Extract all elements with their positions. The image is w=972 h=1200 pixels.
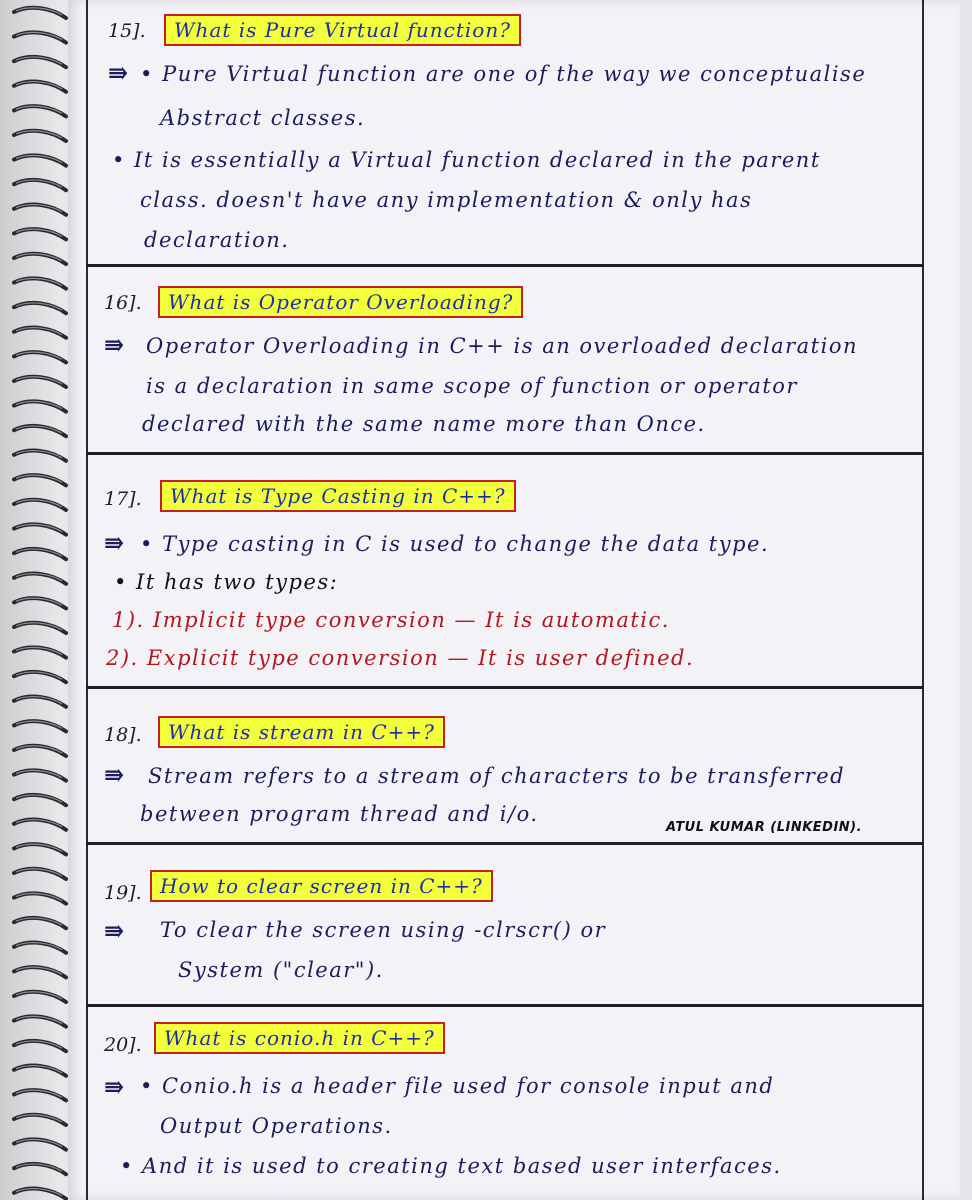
question-heading: What is conio.h in C++? — [154, 1022, 445, 1054]
section-divider — [86, 452, 924, 455]
arrow-icon: ⇛ — [104, 1072, 125, 1101]
section-divider — [86, 264, 924, 267]
question-heading: How to clear screen in C++? — [150, 870, 493, 902]
question-number: 15]. — [108, 20, 146, 42]
answer-line: • Pure Virtual function are one of the way we conceptualise — [140, 62, 867, 86]
question-number: 16]. — [104, 292, 142, 314]
answer-line: Abstract classes. — [160, 106, 366, 130]
answer-line: • And it is used to creating text based user interfaces. — [120, 1154, 782, 1178]
answer-line: • Type casting in C is used to change the data type. — [140, 532, 770, 556]
arrow-icon: ⇛ — [104, 528, 125, 557]
arrow-icon: ⇛ — [104, 760, 125, 789]
arrow-icon: ⇛ — [104, 330, 125, 359]
notebook-page — [68, 0, 960, 1200]
question-heading: What is stream in C++? — [158, 716, 445, 748]
question-heading: What is Pure Virtual function? — [164, 14, 521, 46]
answer-line: • It has two types: — [114, 570, 339, 594]
question-number: 20]. — [104, 1034, 142, 1056]
question-heading: What is Type Casting in C++? — [160, 480, 516, 512]
answer-line: System ("clear"). — [178, 958, 384, 982]
section-divider — [86, 1004, 924, 1007]
spiral-binding — [0, 0, 70, 1200]
answer-line: declaration. — [144, 228, 290, 252]
answer-line: • It is essentially a Virtual function declared in the parent — [112, 148, 821, 172]
arrow-icon: ⇛ — [108, 58, 129, 87]
answer-line: 2). Explicit type conversion — It is user defined. — [106, 646, 695, 670]
question-number: 19]. — [104, 882, 142, 904]
answer-line: Operator Overloading in C++ is an overloaded declaration — [146, 334, 859, 358]
answer-line: 1). Implicit type conversion — It is automatic. — [112, 608, 670, 632]
answer-line: To clear the screen using -clrscr() or — [160, 918, 607, 942]
question-heading: What is Operator Overloading? — [158, 286, 523, 318]
answer-line: declared with the same name more than Once. — [142, 412, 706, 436]
section-divider — [86, 842, 924, 845]
margin-line — [86, 0, 88, 1200]
answer-line: is a declaration in same scope of function or operator — [146, 374, 798, 398]
answer-line: between program thread and i/o. — [140, 802, 539, 826]
question-number: 18]. — [104, 724, 142, 746]
section-divider — [86, 686, 924, 689]
arrow-icon: ⇛ — [104, 916, 125, 945]
question-number: 17]. — [104, 488, 142, 510]
author-signature: ATUL KUMAR (LINKEDIN). — [666, 820, 863, 835]
answer-line: Output Operations. — [160, 1114, 393, 1138]
right-border-line — [922, 0, 924, 1200]
answer-line: class. doesn't have any implementation & only has — [140, 188, 753, 212]
answer-line: • Conio.h is a header file used for console input and — [140, 1074, 775, 1098]
answer-line: Stream refers to a stream of characters to be transferred — [148, 764, 846, 788]
